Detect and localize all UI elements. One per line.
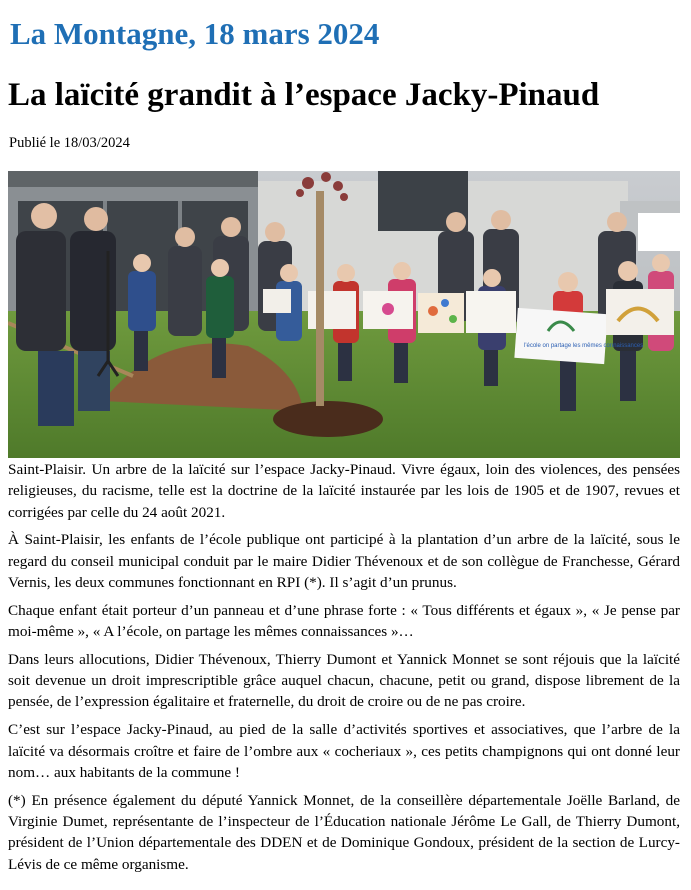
article-paragraph: Saint-Plaisir. Un arbre de la laïcité sur l’espace Jacky-Pinaud. Vivre égaux, loin des violences, des pensées religieuses, du racisme, telle est la doctrine de la laïcité instaurée par les lois de 1905 et de 1907, revues et corrigées par celle du 24 août 2021.	[8, 461, 680, 521]
article-paragraph: Chaque enfant était porteur d’un panneau et d’une phrase forte : « Tous différents et égaux », « Je pense par moi-même », « A l’école, on partage les mêmes connaissances »…	[8, 601, 680, 641]
photo-sign-text: l'école on partage les mêmes connaissances	[524, 343, 644, 349]
headline: La laïcité grandit à l’espace Jacky-Pinaud	[8, 77, 600, 113]
article-paragraph: C’est sur l’espace Jacky-Pinaud, au pied de la salle d’activités sportives et associatives, que l’arbre de la laïcité va désormais croître et faire de l’ombre aux « cocheriaux », ces petits champignons qui ont donné leur nom… aux habitants de la commune !	[8, 721, 680, 781]
published-date: Publié le 18/03/2024	[9, 135, 130, 151]
article-photo	[8, 171, 680, 458]
masthead: La Montagne, 18 mars 2024	[10, 16, 380, 51]
article-paragraph: Dans leurs allocutions, Didier Thévenoux, Thierry Dumont et Yannick Monnet se sont réjouis que la laïcité soit devenue un droit imprescriptible grâce auquel chacun, chacune, petit ou grand, dispose librement de la pensée, de l’expression égalitaire et fraternelle, du droit de croire ou de ne pas croire.	[8, 650, 680, 711]
article-footnote: (*) En présence également du député Yannick Monnet, de la conseillère départementale Joëlle Barland, de Virginie Dumet, représentante de l’inspecteur de l’Éducation nationale Jérôme Le Gall, de Thierry Dumont, président de l’Union départementale des DDEN et de Dominique Gondoux, président de la section de Lurcy-Lévis de ce même organisme.	[8, 791, 680, 873]
article-paragraph: À Saint-Plaisir, les enfants de l’école publique ont participé à la plantation d’un arbre de la laïcité, sous le regard du conseil municipal conduit par le maire Didier Thévenoux et de son collègue de Franchesse, Gérard Vernis, les deux communes fonctionnant en RPI (*). Il s’agit d’un prunus.	[8, 531, 680, 591]
article-body	[8, 459, 680, 881]
